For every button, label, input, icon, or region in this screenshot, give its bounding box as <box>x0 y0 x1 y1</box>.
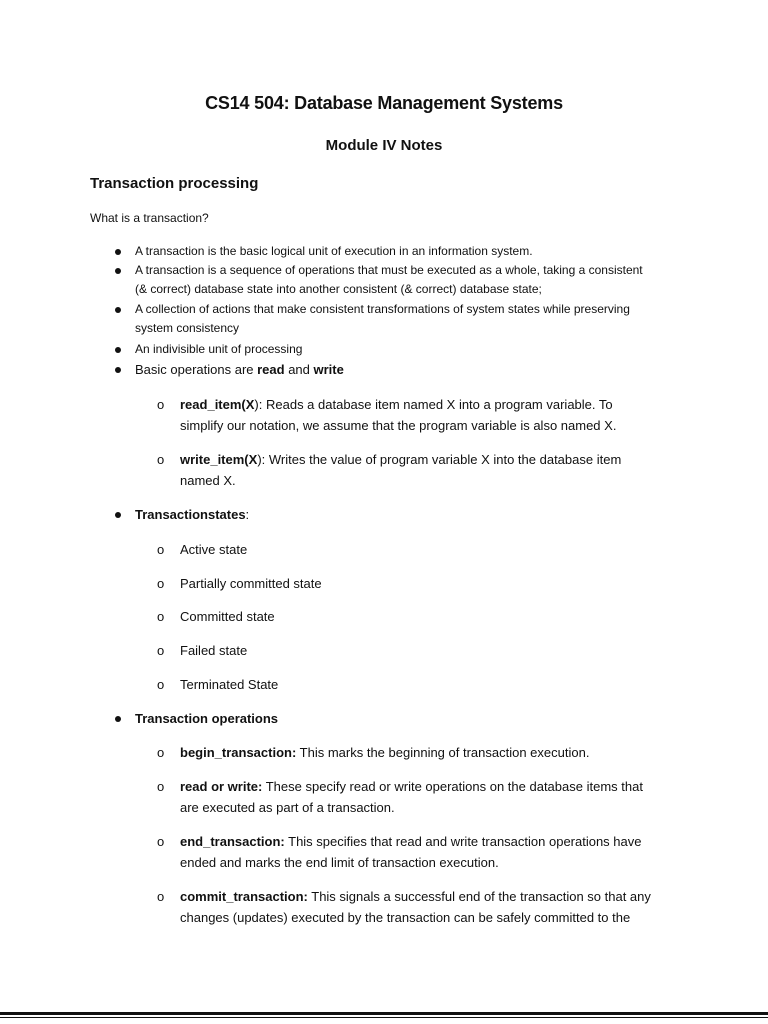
bullet-3-line-2: system consistency <box>135 321 240 335</box>
end-transaction-term: end_transaction: <box>180 834 285 849</box>
begin-transaction-term: begin_transaction: <box>180 745 297 760</box>
write-item-line-2: named X. <box>180 473 236 488</box>
state-item: Failed state <box>180 643 248 658</box>
sub-bullet-symbol: o <box>157 576 165 591</box>
section-heading: Transaction processing <box>90 175 259 192</box>
read-or-write-desc: These specify read or write operations on the database items that <box>262 779 643 794</box>
sub-bullet-symbol: o <box>157 643 165 658</box>
bullet-dot <box>115 307 121 313</box>
write-item-line-1 <box>180 452 621 467</box>
bullet-dot <box>115 367 121 373</box>
write-item-term: write_item(X <box>180 452 258 467</box>
basic-ops-read: read <box>257 362 285 377</box>
read-item-line-1 <box>180 397 613 412</box>
bullet-dot <box>115 347 121 353</box>
sub-bullet-symbol: o <box>157 397 165 412</box>
bullet-2-line-2: (& correct) database state into another consistent (& correct) database state; <box>135 282 542 296</box>
bullet-1-line-1: A transaction is the basic logical unit of execution in an information system. <box>135 244 533 258</box>
basic-ops-and: and <box>284 362 314 377</box>
state-item: Partially committed state <box>180 576 322 591</box>
sub-bullet-symbol: o <box>157 834 165 849</box>
sub-bullet-symbol: o <box>157 452 165 467</box>
states-heading-colon: : <box>245 507 250 522</box>
commit-transaction-line-1 <box>180 889 651 904</box>
basic-operations-line <box>135 362 344 377</box>
end-transaction-line-1 <box>180 834 642 849</box>
commit-transaction-line-2: changes (updates) executed by the transaction can be safely committed to the <box>180 910 631 925</box>
end-transaction-line-2: ended and marks the end limit of transaction execution. <box>180 855 499 870</box>
read-item-desc: : Reads a database item named X into a program variable. To <box>258 397 613 412</box>
sub-bullet-symbol: o <box>157 889 165 904</box>
commit-transaction-desc: This signals a successful end of the transaction so that any <box>307 889 651 904</box>
commit-transaction-term: commit_transaction: <box>180 889 308 904</box>
document-title: CS14 504: Database Management Systems <box>205 93 563 113</box>
bottom-border-thick <box>0 1012 768 1015</box>
read-or-write-line-1 <box>180 779 643 794</box>
read-or-write-line-2: are executed as part of a transaction. <box>180 800 395 815</box>
read-item-line-2: simplify our notation, we assume that the program variable is also named X. <box>180 418 617 433</box>
read-item-term: read_item(X <box>180 397 255 412</box>
state-item: Committed state <box>180 609 275 624</box>
bullet-dot <box>115 716 121 722</box>
states-heading-bold: Transactionstates <box>135 507 246 522</box>
sub-bullet-symbol: o <box>157 745 165 760</box>
basic-ops-write: write <box>313 362 344 377</box>
bullet-4-line-1: An indivisible unit of processing <box>135 342 303 356</box>
bottom-border-thin <box>0 1017 768 1018</box>
sub-bullet-symbol: o <box>157 677 165 692</box>
read-or-write-term: read or write: <box>180 779 263 794</box>
sub-bullet-symbol: o <box>157 779 165 794</box>
basic-ops-prefix: Basic operations are <box>135 362 258 377</box>
sub-bullet-symbol: o <box>157 542 165 557</box>
bullet-dot <box>115 268 121 274</box>
begin-transaction-line-1 <box>180 745 589 760</box>
write-item-desc: : Writes the value of program variable X into the database item <box>261 452 622 467</box>
ops-heading: Transaction operations <box>135 711 279 726</box>
state-item: Active state <box>180 542 248 557</box>
state-item: Terminated State <box>180 677 279 692</box>
read-item-close: ) <box>254 397 259 412</box>
bullet-2-line-1: A transaction is a sequence of operations that must be executed as a whole, taking a consistent <box>135 263 643 277</box>
begin-transaction-desc: This marks the beginning of transaction execution. <box>296 745 590 760</box>
document-subtitle: Module IV Notes <box>325 137 443 154</box>
intro-question: What is a transaction? <box>90 211 209 225</box>
sub-bullet-symbol: o <box>157 609 165 624</box>
bullet-dot <box>115 249 121 255</box>
end-transaction-desc: This specifies that read and write transaction operations have <box>284 834 642 849</box>
bullet-3-line-1: A collection of actions that make consistent transformations of system states while preserving <box>135 302 630 316</box>
write-item-close: ) <box>257 452 262 467</box>
states-heading <box>135 507 249 522</box>
bullet-dot <box>115 512 121 518</box>
